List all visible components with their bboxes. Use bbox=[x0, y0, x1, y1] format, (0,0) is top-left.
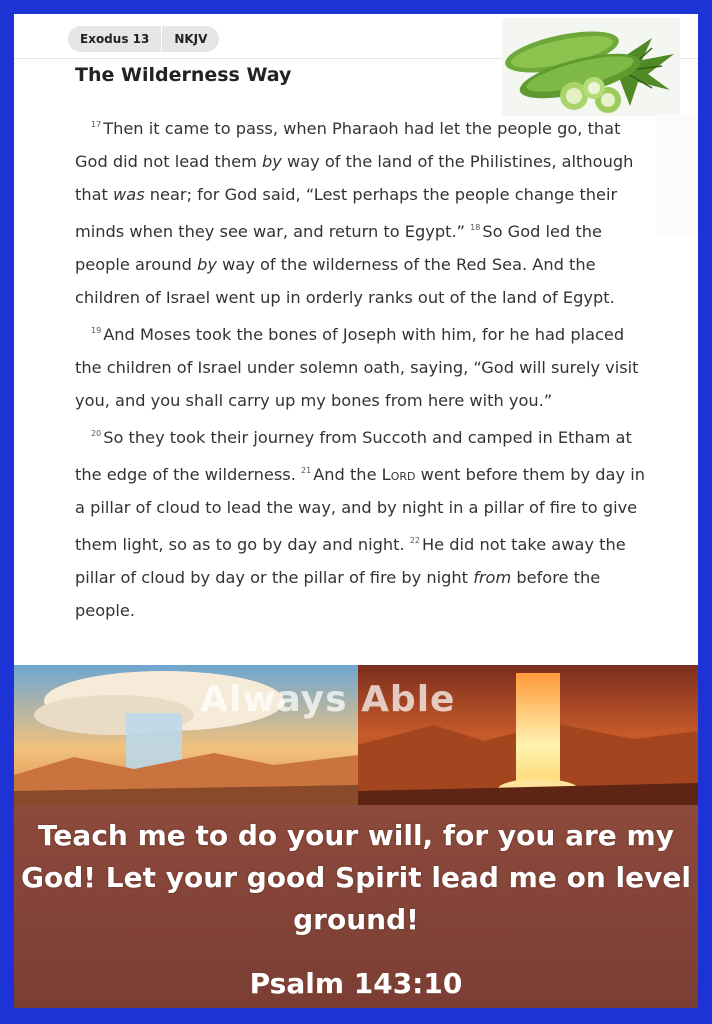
book-chapter-label[interactable]: Exodus 13 bbox=[80, 32, 150, 46]
section-title: The Wilderness Way bbox=[75, 64, 292, 86]
verse-number: 18 bbox=[470, 223, 481, 232]
verse-text: way of the wilderness of the Red Sea. And the children of Israel went up in orderly ranks out of the land of Egypt. bbox=[75, 255, 615, 307]
verse-text: way of the land of the Philistines, although that bbox=[75, 152, 634, 204]
page-frame bbox=[14, 14, 698, 1008]
verse-number: 19 bbox=[91, 326, 102, 335]
verse-text: And Moses took the bones of Joseph with him, for he had placed the children of Israel under solemn oath, saying, “God will surely visit you, and you shall carry up my bones from here with you.” bbox=[75, 325, 639, 410]
version-label[interactable]: NKJV bbox=[174, 32, 208, 46]
verse-text: So God led the people around bbox=[75, 222, 602, 274]
verse-number: 20 bbox=[91, 429, 102, 438]
verse-text: near; for God said, “Lest perhaps the people change their minds when they see war, and return to Egypt.” bbox=[75, 185, 618, 241]
paragraph-2 bbox=[75, 314, 645, 417]
verse-text: went before them by day in a pillar of cloud to lead the way, and by night in a pillar of fire to give them light, so as to go by day and night. bbox=[75, 465, 645, 554]
scripture-quote: Teach me to do your will, for you are my God! Let your good Spirit lead me on level ground! bbox=[21, 819, 691, 936]
bitter-melon-image bbox=[502, 18, 680, 116]
verse-text: He did not take away the pillar of cloud by day or the pillar of fire by night bbox=[75, 535, 626, 587]
verse-text: before the people. bbox=[75, 568, 601, 620]
italic-word: by bbox=[197, 255, 217, 274]
verse-text: And the bbox=[313, 465, 382, 484]
verse-number: 22 bbox=[409, 536, 420, 545]
paragraph-1 bbox=[75, 108, 645, 314]
italic-word: by bbox=[262, 152, 282, 171]
devotional-banner bbox=[14, 665, 698, 1008]
lord-small-caps: Lord bbox=[381, 465, 416, 484]
verse-number: 17 bbox=[91, 120, 102, 129]
passage-selector[interactable] bbox=[68, 26, 219, 52]
scripture-reference: Psalm 143:10 bbox=[249, 967, 463, 1000]
passage-text bbox=[75, 108, 645, 627]
verse-text: So they took their journey from Succoth and camped in Etham at the edge of the wilderness. bbox=[75, 428, 632, 484]
overlay-title: Always Able bbox=[200, 679, 456, 720]
paragraph-3 bbox=[75, 417, 645, 627]
italic-word: was bbox=[113, 185, 145, 204]
image-backdrop bbox=[656, 114, 698, 236]
verse-text: Then it came to pass, when Pharaoh had let the people go, that God did not lead them bbox=[75, 119, 621, 171]
verse-number: 21 bbox=[301, 466, 312, 475]
italic-word: from bbox=[473, 568, 512, 587]
